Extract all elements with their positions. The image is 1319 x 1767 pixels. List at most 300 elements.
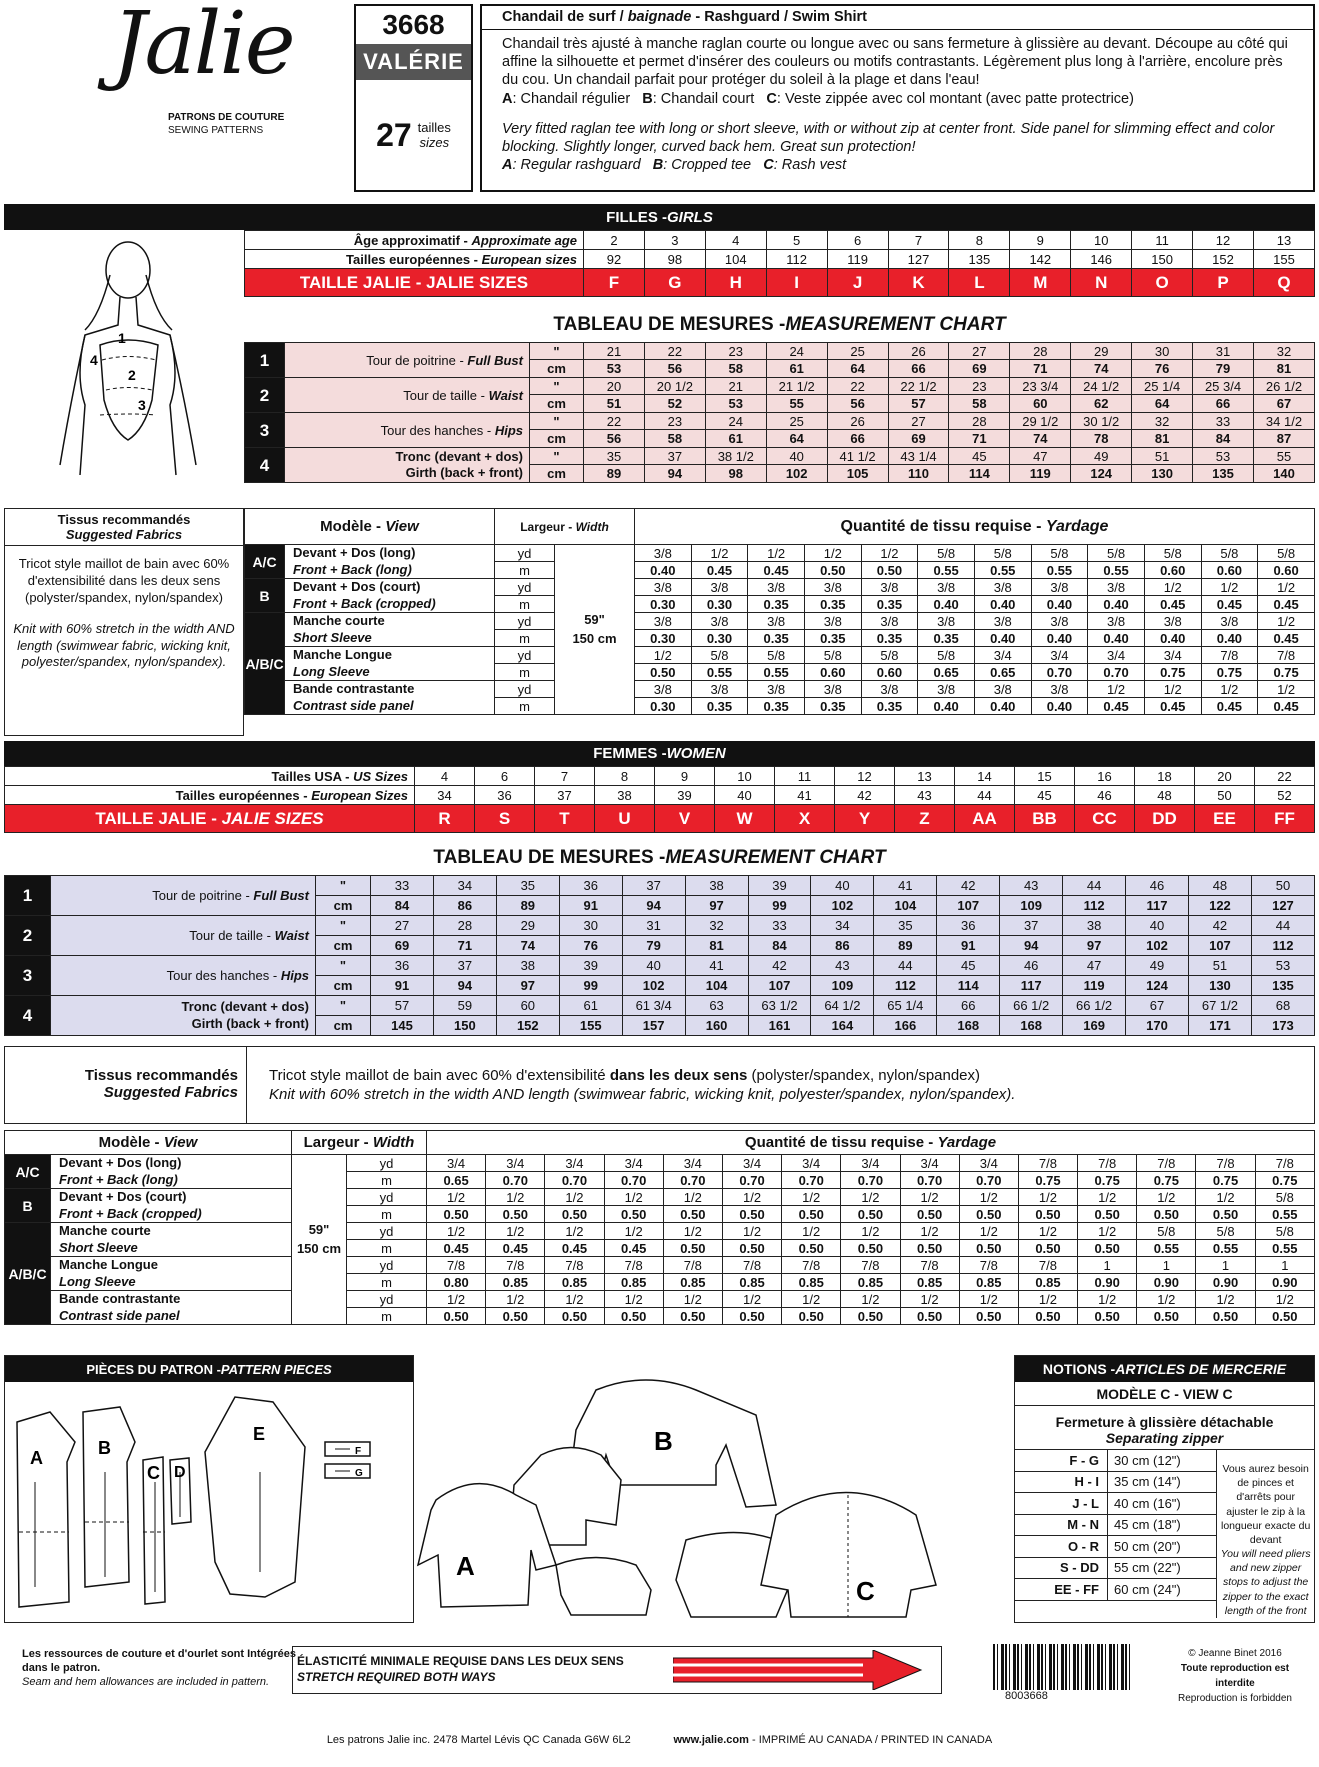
yardage-m-cell: 0.45 [1144, 596, 1201, 613]
measure-cm-cell: 122 [1188, 896, 1251, 916]
zipper-length: 40 cm (16") [1107, 1493, 1216, 1514]
sizes-label-en: sizes [419, 135, 450, 150]
stretch-guide [292, 1646, 942, 1694]
women-fabric-box [4, 1046, 1315, 1124]
measure-in-cell: 42 [748, 956, 811, 976]
measure-cm-cell: 76 [1132, 360, 1193, 378]
yardage-m-cell: 0.60 [1258, 562, 1315, 579]
unit-cm: cm [530, 360, 584, 378]
yardage-yd-cell: 1/2 [1078, 1223, 1137, 1240]
yardage-yd-cell: 1/2 [545, 1189, 604, 1206]
measure-cm-cell: 56 [644, 360, 705, 378]
yardage-yd-cell: 3/8 [974, 579, 1031, 596]
measure-cm-cell: 56 [584, 430, 645, 448]
measure-number: 3 [5, 956, 51, 996]
measure-in-cell: 39 [748, 876, 811, 896]
unit-yard: yd [347, 1223, 427, 1240]
measure-in-cell: 64 1/2 [811, 996, 874, 1016]
views-fr: A: Chandail régulier B: Chandail court C: Veste zippée avec col montant (avec patte protectrice) [502, 90, 1134, 107]
measure-number: 4 [5, 996, 51, 1036]
measure-cm-cell: 107 [937, 896, 1000, 916]
girth-marker: 4 [90, 352, 98, 368]
unit-inch: " [316, 876, 371, 896]
zipper-row [1015, 1558, 1216, 1580]
measure-in-cell: 66 1/2 [1000, 996, 1063, 1016]
yardage-yd-cell: 3/4 [1088, 647, 1145, 664]
zipper-size-range: F - G [1069, 1452, 1099, 1468]
yardage-yd-cell: 1/2 [782, 1223, 841, 1240]
measure-in-cell: 60 [496, 996, 559, 1016]
measure-in-cell: 33 [748, 916, 811, 936]
yardage-m-cell: 0.50 [900, 1206, 959, 1223]
yardage-m-cell: 0.50 [782, 1308, 841, 1325]
girls-eu-cell: 119 [827, 250, 888, 269]
girls-measurement-table [244, 342, 1315, 483]
girls-jalie-size: N [1071, 269, 1132, 297]
women-eu-cell: 34 [415, 786, 475, 805]
zipper-size-range: M - N [1067, 1517, 1099, 1533]
measure-in-cell: 42 [1188, 916, 1251, 936]
measure-cm-cell: 58 [705, 360, 766, 378]
measure-cm-cell: 145 [371, 1016, 434, 1036]
girls-age-cell: 7 [888, 231, 949, 250]
yardage-yd-cell: 1/2 [959, 1189, 1018, 1206]
yardage-m-cell: 0.75 [1201, 664, 1258, 681]
yardage-m-cell: 0.85 [663, 1274, 722, 1291]
zipper-label-en: Separating zipper [1105, 1430, 1224, 1446]
yardage-m-cell: 0.60 [1144, 562, 1201, 579]
measure-cm-cell: 64 [766, 430, 827, 448]
women-fabric-desc-en: Knit with 60% stretch in the width AND length (swimwear fabric, wicking knit, polyester/spandex, nylon/spandex). [269, 1085, 1016, 1103]
measure-cm-cell: 71 [433, 936, 496, 956]
unit-inch: " [316, 996, 371, 1016]
girls-eu-cell: 142 [1010, 250, 1071, 269]
yardage-yd-cell: 1 [1137, 1257, 1196, 1274]
measure-number: 1 [245, 343, 285, 378]
yardage-m-cell: 0.75 [1255, 1172, 1314, 1189]
measure-in-cell: 32 [1253, 343, 1314, 360]
girls-age-cell: 3 [644, 231, 705, 250]
yardage-m-cell: 0.50 [861, 562, 918, 579]
yardage-yd-cell: 1/2 [604, 1189, 663, 1206]
yardage-yd-cell: 1/2 [663, 1223, 722, 1240]
measure-cm-cell: 61 [766, 360, 827, 378]
measure-cm-cell: 107 [1188, 936, 1251, 956]
measure-cm-cell: 102 [622, 976, 685, 996]
girls-eu-cell: 150 [1132, 250, 1193, 269]
measure-in-cell: 53 [1193, 448, 1254, 465]
yardage-yd-cell: 3/4 [841, 1155, 900, 1172]
yardage-m-cell: 0.85 [604, 1274, 663, 1291]
yardage-yd-cell: 1/2 [722, 1189, 781, 1206]
yardage-yd-cell: 1/2 [545, 1223, 604, 1240]
yardage-m-cell: 0.50 [841, 1240, 900, 1257]
girls-age-cell: 2 [584, 231, 645, 250]
measure-in-cell: 21 1/2 [766, 378, 827, 395]
measure-cm-cell: 166 [874, 1016, 937, 1036]
yardage-m-cell: 0.50 [722, 1240, 781, 1257]
yardage-yd-cell: 7/8 [1258, 647, 1315, 664]
women-us-cell: 4 [415, 767, 475, 786]
yardage-m-cell: 0.45 [1201, 596, 1258, 613]
girls-jalie-size: H [705, 269, 766, 297]
yardage-yd-cell: 1/2 [663, 1189, 722, 1206]
women-eu-label: Tailles européennes - European Sizes [5, 786, 415, 805]
measure-cm-cell: 94 [644, 465, 705, 483]
yardage-yd-cell: 3/8 [918, 579, 975, 596]
measure-in-cell: 21 [705, 378, 766, 395]
yardage-m-cell: 0.50 [545, 1308, 604, 1325]
measure-cm-cell: 69 [949, 360, 1010, 378]
women-us-cell: 18 [1135, 767, 1195, 786]
yardage-yd-cell: 1/2 [748, 545, 805, 562]
measure-in-cell: 63 1/2 [748, 996, 811, 1016]
measure-in-cell: 33 [1193, 413, 1254, 430]
women-jalie-size: AA [955, 805, 1015, 833]
measure-cm-cell: 114 [949, 465, 1010, 483]
yardage-yd-cell: 3/8 [1088, 613, 1145, 630]
yardage-yd-cell: 1/2 [722, 1291, 781, 1308]
measure-cm-cell: 112 [1063, 896, 1126, 916]
measure-in-cell: 29 1/2 [1010, 413, 1071, 430]
measure-in-cell: 20 1/2 [644, 378, 705, 395]
zipper-length: 35 cm (14") [1107, 1472, 1216, 1493]
yardage-m-cell: 0.50 [1078, 1240, 1137, 1257]
women-us-cell: 10 [715, 767, 775, 786]
measure-number: 2 [245, 378, 285, 413]
measure-cm-cell: 130 [1132, 465, 1193, 483]
unit-cm: cm [530, 430, 584, 448]
women-eu-cell: 40 [715, 786, 775, 805]
yardage-yd-cell: 1/2 [1137, 1189, 1196, 1206]
measure-in-cell: 35 [584, 448, 645, 465]
yardage-m-cell: 0.40 [1201, 630, 1258, 647]
yardage-m-cell: 0.50 [427, 1206, 486, 1223]
pattern-pieces-title: PIÈCES DU PATRON - PATTERN PIECES [5, 1356, 413, 1382]
yardage-piece-label: Bande contrastante Contrast side panel [51, 1291, 292, 1325]
yardage-yd-cell: 1/2 [1258, 579, 1315, 596]
yardage-m-cell: 0.45 [1201, 698, 1258, 715]
yardage-m-cell: 0.50 [663, 1308, 722, 1325]
website-link[interactable]: www.jalie.com [673, 1734, 749, 1746]
measure-cm-cell: 97 [496, 976, 559, 996]
measure-in-cell: 51 [1132, 448, 1193, 465]
women-yardage-rows [4, 1154, 1315, 1344]
yardage-m-cell: 0.45 [1144, 698, 1201, 715]
women-eu-cell: 48 [1135, 786, 1195, 805]
fabric-width: 59" 150 cm [292, 1155, 347, 1325]
yardage-m-cell: 0.50 [841, 1308, 900, 1325]
reproduction-en: Reproduction is forbidden [1178, 1693, 1292, 1704]
yardage-m-cell: 0.65 [974, 664, 1031, 681]
measure-label: Tour des hanches - Hips [51, 956, 316, 996]
measure-cm-cell: 84 [1193, 430, 1254, 448]
women-eu-cell: 46 [1075, 786, 1135, 805]
measure-cm-cell: 87 [1253, 430, 1314, 448]
yardage-yd-cell: 1/2 [782, 1189, 841, 1206]
yardage-m-cell: 0.40 [635, 562, 692, 579]
yardage-piece-label: Bande contrastante Contrast side panel [285, 681, 495, 715]
yardage-m-cell: 0.50 [486, 1206, 545, 1223]
yardage-yd-cell: 1/2 [1144, 579, 1201, 596]
fabric-desc-en: Knit with 60% stretch in the width AND length (swimwear fabric, wicking knit, polyester/spandex, nylon/spandex). [13, 620, 235, 670]
yardage-yd-cell: 1 [1255, 1257, 1314, 1274]
women-jalie-size: V [655, 805, 715, 833]
notions-model: MODÈLE C - VIEW C [1015, 1382, 1314, 1406]
yardage-m-cell: 0.50 [722, 1308, 781, 1325]
yardage-m-cell: 0.70 [782, 1172, 841, 1189]
zipper-label-fr: Fermeture à glissière détachable [1055, 1414, 1274, 1430]
measure-cm-cell: 160 [685, 1016, 748, 1036]
measure-in-cell: 50 [1251, 876, 1314, 896]
girls-fabric-box [4, 508, 244, 736]
yardage-yd-cell: 1/2 [900, 1223, 959, 1240]
view-code: A/B/C [245, 613, 285, 715]
yardage-m-cell: 0.75 [1018, 1172, 1077, 1189]
measure-cm-cell: 107 [748, 976, 811, 996]
yardage-yd-cell: 5/8 [1255, 1189, 1314, 1206]
yardage-m-cell: 0.50 [635, 664, 692, 681]
yardage-yd-cell: 5/8 [1088, 545, 1145, 562]
yardage-yd-cell: 7/8 [1018, 1155, 1077, 1172]
measure-in-cell: 32 [1132, 413, 1193, 430]
yardage-m-cell: 0.50 [959, 1206, 1018, 1223]
yardage-yd-cell: 7/8 [1137, 1155, 1196, 1172]
yardage-yd-cell: 7/8 [722, 1257, 781, 1274]
measure-in-cell: 34 [433, 876, 496, 896]
yardage-m-cell: 0.40 [1088, 630, 1145, 647]
measure-cm-cell: 157 [622, 1016, 685, 1036]
measure-in-cell: 26 [888, 343, 949, 360]
zipper-row [1015, 1515, 1216, 1537]
yardage-m-cell: 0.45 [427, 1240, 486, 1257]
measure-cm-cell: 79 [622, 936, 685, 956]
yardage-yd-cell: 7/8 [427, 1257, 486, 1274]
measure-in-cell: 26 1/2 [1253, 378, 1314, 395]
zipper-note [1216, 1450, 1314, 1618]
girls-age-cell: 4 [705, 231, 766, 250]
measure-in-cell: 37 [433, 956, 496, 976]
fabric-desc-fr: Tricot style maillot de bain avec 60% d'extensibilité dans les deux sens (polyster/spandex, nylon/spandex) [18, 556, 230, 605]
yardage-yd-cell: 3/8 [691, 579, 748, 596]
girls-banner: FILLES - GIRLS [4, 204, 1315, 230]
yardage-yd-cell: 3/8 [918, 613, 975, 630]
yardage-m-cell: 0.50 [663, 1206, 722, 1223]
yardage-m-cell: 0.70 [722, 1172, 781, 1189]
yardage-yd-cell: 1/2 [1018, 1189, 1077, 1206]
yardage-m-cell: 0.55 [1031, 562, 1088, 579]
yardage-yd-cell: 1/2 [1258, 681, 1315, 698]
measure-cm-cell: 81 [685, 936, 748, 956]
measure-in-cell: 33 [371, 876, 434, 896]
zipper-note-en: You will need pliers and new zipper stops to adjust the zipper to the exact length of the front [1220, 1548, 1311, 1617]
yardage-m-cell: 0.40 [918, 596, 975, 613]
yardage-yd-cell: 1/2 [900, 1189, 959, 1206]
description-box [480, 4, 1315, 192]
measure-in-cell: 37 [644, 448, 705, 465]
yardage-m-cell: 0.35 [804, 630, 861, 647]
measure-in-cell: 68 [1251, 996, 1314, 1016]
yardage-m-cell: 0.40 [1088, 596, 1145, 613]
yardage-yd-cell: 3/8 [804, 681, 861, 698]
yardage-yd-cell: 3/4 [427, 1155, 486, 1172]
yardage-m-cell: 0.50 [1018, 1308, 1077, 1325]
measure-cm-cell: 89 [584, 465, 645, 483]
yardage-m-cell: 0.70 [545, 1172, 604, 1189]
stretch-label-fr: ÉLASTICITÉ MINIMALE REQUISE DANS LES DEUX SENS [297, 1654, 624, 1669]
unit-yard: yd [495, 545, 555, 562]
measure-cm-cell: 170 [1126, 1016, 1189, 1036]
measure-cm-cell: 152 [496, 1016, 559, 1036]
pattern-id-box [354, 4, 473, 192]
company-address: Les patrons Jalie inc. 2478 Martel Lévis QC Canada G6W 6L2 [326, 1734, 631, 1746]
yardage-yd-cell: 1/2 [1201, 681, 1258, 698]
notions-panel [1014, 1355, 1315, 1623]
yardage-m-cell: 0.60 [861, 664, 918, 681]
yardage-yd-cell: 3/8 [1031, 681, 1088, 698]
view-a-label: A [456, 1551, 475, 1581]
yardage-m-cell: 0.45 [1258, 596, 1315, 613]
unit-cm: cm [530, 465, 584, 483]
yardage-yd-cell: 3/8 [635, 613, 692, 630]
yardage-m-cell: 0.55 [691, 664, 748, 681]
yardage-yd-cell: 1/2 [1201, 579, 1258, 596]
measure-cm-cell: 66 [827, 430, 888, 448]
yardage-m-cell: 0.65 [427, 1172, 486, 1189]
measure-number: 3 [245, 413, 285, 448]
yardage-header: Quantité de tissu requise - Yardage [635, 509, 1315, 545]
unit-yard: yd [495, 681, 555, 698]
unit-meter: m [347, 1240, 427, 1257]
unit-cm: cm [316, 936, 371, 956]
unit-yard: yd [347, 1291, 427, 1308]
measure-in-cell: 61 [559, 996, 622, 1016]
yardage-yd-cell: 5/8 [804, 647, 861, 664]
women-eu-cell: 43 [895, 786, 955, 805]
girls-age-cell: 11 [1132, 231, 1193, 250]
yardage-m-cell: 0.35 [918, 630, 975, 647]
measure-cm-cell: 112 [1251, 936, 1314, 956]
yardage-yd-cell: 5/8 [974, 545, 1031, 562]
view-c-label: C [856, 1576, 875, 1606]
measure-in-cell: 26 [827, 413, 888, 430]
yardage-m-cell: 0.55 [1088, 562, 1145, 579]
yardage-m-cell: 0.40 [1031, 698, 1088, 715]
yardage-m-cell: 0.35 [748, 596, 805, 613]
yardage-yd-cell: 1/2 [1258, 613, 1315, 630]
measure-cm-cell: 102 [811, 896, 874, 916]
measure-in-cell: 49 [1071, 448, 1132, 465]
yardage-m-cell: 0.85 [782, 1274, 841, 1291]
yardage-yd-cell: 1/2 [1088, 681, 1145, 698]
girls-eu-cell: 92 [584, 250, 645, 269]
measure-in-cell: 67 1/2 [1188, 996, 1251, 1016]
yardage-m-cell: 0.45 [604, 1240, 663, 1257]
yardage-m-cell: 0.50 [486, 1308, 545, 1325]
women-us-cell: 7 [535, 767, 595, 786]
measure-cm-cell: 97 [1063, 936, 1126, 956]
fabric-width: 59" 150 cm [555, 545, 635, 715]
yardage-m-cell: 0.35 [748, 698, 805, 715]
unit-cm: cm [316, 1016, 371, 1036]
bust-marker: 1 [118, 330, 126, 346]
measure-in-cell: 61 3/4 [622, 996, 685, 1016]
measure-cm-cell: 74 [1071, 360, 1132, 378]
yardage-yd-cell: 1/2 [841, 1223, 900, 1240]
measure-cm-cell: 94 [622, 896, 685, 916]
width-header: Largeur - Width [495, 509, 635, 545]
yardage-yd-cell: 1/2 [604, 1223, 663, 1240]
yardage-yd-cell: 3/8 [861, 579, 918, 596]
girls-jalie-size: J [827, 269, 888, 297]
yardage-yd-cell: 7/8 [782, 1257, 841, 1274]
women-eu-cell: 38 [595, 786, 655, 805]
yardage-m-cell: 0.40 [974, 596, 1031, 613]
measure-label: Tour de taille - Waist [51, 916, 316, 956]
yardage-m-cell: 0.70 [486, 1172, 545, 1189]
unit-meter: m [495, 698, 555, 715]
measure-number: 4 [245, 448, 285, 483]
yardage-header: Quantité de tissu requise - Yardage [427, 1131, 1315, 1155]
girls-jalie-size: Q [1253, 269, 1314, 297]
zipper-row [1015, 1536, 1216, 1558]
measure-in-cell: 57 [371, 996, 434, 1016]
measure-cm-cell: 164 [811, 1016, 874, 1036]
fabric-title-en: Suggested Fabrics [5, 527, 243, 546]
women-fabric-title-en: Suggested Fabrics [103, 1084, 238, 1101]
measure-cm-cell: 135 [1193, 465, 1254, 483]
view-code: B [5, 1189, 51, 1223]
measure-in-cell: 30 [1132, 343, 1193, 360]
measure-in-cell: 22 1/2 [888, 378, 949, 395]
yardage-m-cell: 0.50 [545, 1206, 604, 1223]
measure-in-cell: 32 [685, 916, 748, 936]
women-us-cell: 20 [1195, 767, 1255, 786]
unit-inch: " [530, 378, 584, 395]
measure-in-cell: 44 [1251, 916, 1314, 936]
zipper-row [1015, 1493, 1216, 1515]
measure-in-cell: 41 [685, 956, 748, 976]
yardage-m-cell: 0.40 [974, 630, 1031, 647]
measure-cm-cell: 91 [937, 936, 1000, 956]
piece-label-f: F [355, 1446, 362, 1457]
measure-in-cell: 25 [766, 413, 827, 430]
yardage-yd-cell: 1/2 [427, 1223, 486, 1240]
measure-cm-cell: 109 [1000, 896, 1063, 916]
measure-in-cell: 30 [559, 916, 622, 936]
unit-meter: m [347, 1206, 427, 1223]
yardage-m-cell: 0.85 [900, 1274, 959, 1291]
women-eu-cell: 41 [775, 786, 835, 805]
yardage-m-cell: 0.30 [635, 630, 692, 647]
yardage-yd-cell: 3/8 [748, 681, 805, 698]
yardage-yd-cell: 3/8 [1031, 613, 1088, 630]
measure-cm-cell: 104 [685, 976, 748, 996]
yardage-yd-cell: 1/2 [486, 1291, 545, 1308]
women-jalie-size: R [415, 805, 475, 833]
measure-number: 1 [5, 876, 51, 916]
measure-in-cell: 23 3/4 [1010, 378, 1071, 395]
measure-cm-cell: 140 [1253, 465, 1314, 483]
measure-cm-cell: 64 [827, 360, 888, 378]
yardage-yd-cell: 1/2 [691, 545, 748, 562]
measure-cm-cell: 94 [1000, 936, 1063, 956]
yardage-yd-cell: 7/8 [1201, 647, 1258, 664]
measure-cm-cell: 117 [1126, 896, 1189, 916]
yardage-yd-cell: 3/8 [691, 613, 748, 630]
women-yardage-table-body [4, 1154, 1315, 1325]
girls-eu-cell: 104 [705, 250, 766, 269]
